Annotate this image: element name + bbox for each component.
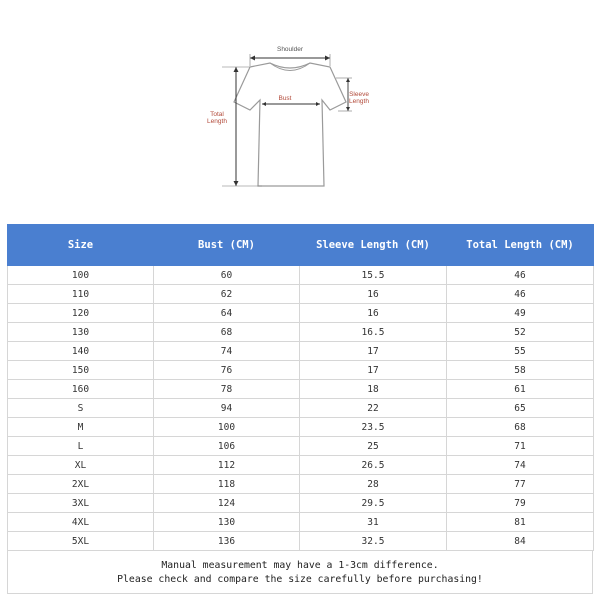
- cell-total: 74: [447, 456, 594, 475]
- cell-total: 55: [447, 342, 594, 361]
- cell-size: S: [8, 399, 154, 418]
- cell-sleeve: 17: [300, 342, 447, 361]
- cell-sleeve: 16: [300, 285, 447, 304]
- cell-total: 65: [447, 399, 594, 418]
- measurement-notes: [7, 550, 593, 594]
- cell-bust: 60: [154, 266, 300, 285]
- cell-bust: 74: [154, 342, 300, 361]
- cell-sleeve: 16: [300, 304, 447, 323]
- cell-sleeve: 16.5: [300, 323, 447, 342]
- total-label-line2: Length: [207, 118, 227, 125]
- cell-size: 2XL: [8, 475, 154, 494]
- cell-size: 160: [8, 380, 154, 399]
- table-row: [8, 342, 594, 361]
- cell-size: 150: [8, 361, 154, 380]
- size-chart-table: [7, 224, 594, 551]
- header-total-length: Total Length (CM): [447, 225, 594, 266]
- cell-total: 68: [447, 418, 594, 437]
- bust-label: Bust: [278, 95, 292, 102]
- cell-size: 5XL: [8, 532, 154, 551]
- table-header: [8, 225, 594, 266]
- cell-total: 52: [447, 323, 594, 342]
- cell-total: 61: [447, 380, 594, 399]
- cell-sleeve: 28: [300, 475, 447, 494]
- table-row: [8, 437, 594, 456]
- cell-bust: 94: [154, 399, 300, 418]
- cell-total: 71: [447, 437, 594, 456]
- tshirt-outline-icon: [0, 0, 600, 215]
- sleeve-label-line1: Sleeve: [349, 91, 369, 98]
- cell-sleeve: 23.5: [300, 418, 447, 437]
- cell-size: 140: [8, 342, 154, 361]
- cell-bust: 124: [154, 494, 300, 513]
- note-line-1: Manual measurement may have a 1-3cm difference.: [161, 560, 439, 571]
- cell-size: 130: [8, 323, 154, 342]
- note-line-2: Please check and compare the size carefully before purchasing!: [117, 574, 483, 585]
- table-row: [8, 475, 594, 494]
- total-label-line1: Total: [210, 111, 224, 118]
- cell-sleeve: 26.5: [300, 456, 447, 475]
- shoulder-label: Shoulder: [276, 46, 304, 53]
- cell-bust: 62: [154, 285, 300, 304]
- cell-bust: 118: [154, 475, 300, 494]
- cell-size: XL: [8, 456, 154, 475]
- table-row: [8, 532, 594, 551]
- cell-sleeve: 22: [300, 399, 447, 418]
- cell-sleeve: 32.5: [300, 532, 447, 551]
- cell-bust: 112: [154, 456, 300, 475]
- cell-sleeve: 18: [300, 380, 447, 399]
- header-bust: Bust (CM): [154, 225, 300, 266]
- table-row: [8, 418, 594, 437]
- cell-total: 84: [447, 532, 594, 551]
- cell-bust: 64: [154, 304, 300, 323]
- table-row: [8, 361, 594, 380]
- total-length-label: [202, 111, 232, 125]
- cell-size: 4XL: [8, 513, 154, 532]
- cell-total: 81: [447, 513, 594, 532]
- table-row: [8, 266, 594, 285]
- cell-size: M: [8, 418, 154, 437]
- cell-total: 58: [447, 361, 594, 380]
- cell-bust: 68: [154, 323, 300, 342]
- cell-bust: 136: [154, 532, 300, 551]
- cell-size: L: [8, 437, 154, 456]
- cell-total: 46: [447, 266, 594, 285]
- cell-sleeve: 29.5: [300, 494, 447, 513]
- cell-total: 49: [447, 304, 594, 323]
- table-row: [8, 456, 594, 475]
- cell-bust: 100: [154, 418, 300, 437]
- header-size: Size: [8, 225, 154, 266]
- sleeve-length-label: [346, 91, 372, 105]
- cell-size: 110: [8, 285, 154, 304]
- cell-sleeve: 17: [300, 361, 447, 380]
- cell-size: 120: [8, 304, 154, 323]
- table-row: [8, 380, 594, 399]
- cell-total: 46: [447, 285, 594, 304]
- size-diagram: [0, 0, 600, 215]
- header-sleeve-length: Sleeve Length (CM): [300, 225, 447, 266]
- cell-bust: 130: [154, 513, 300, 532]
- cell-sleeve: 25: [300, 437, 447, 456]
- table-row: [8, 494, 594, 513]
- table-row: [8, 304, 594, 323]
- cell-sleeve: 15.5: [300, 266, 447, 285]
- table-row: [8, 513, 594, 532]
- cell-bust: 106: [154, 437, 300, 456]
- cell-total: 77: [447, 475, 594, 494]
- table-body: [8, 266, 594, 551]
- cell-total: 79: [447, 494, 594, 513]
- cell-bust: 78: [154, 380, 300, 399]
- cell-size: 100: [8, 266, 154, 285]
- sleeve-label-line2: Length: [349, 98, 369, 105]
- table-row: [8, 285, 594, 304]
- cell-bust: 76: [154, 361, 300, 380]
- table-row: [8, 323, 594, 342]
- cell-sleeve: 31: [300, 513, 447, 532]
- cell-size: 3XL: [8, 494, 154, 513]
- table-row: [8, 399, 594, 418]
